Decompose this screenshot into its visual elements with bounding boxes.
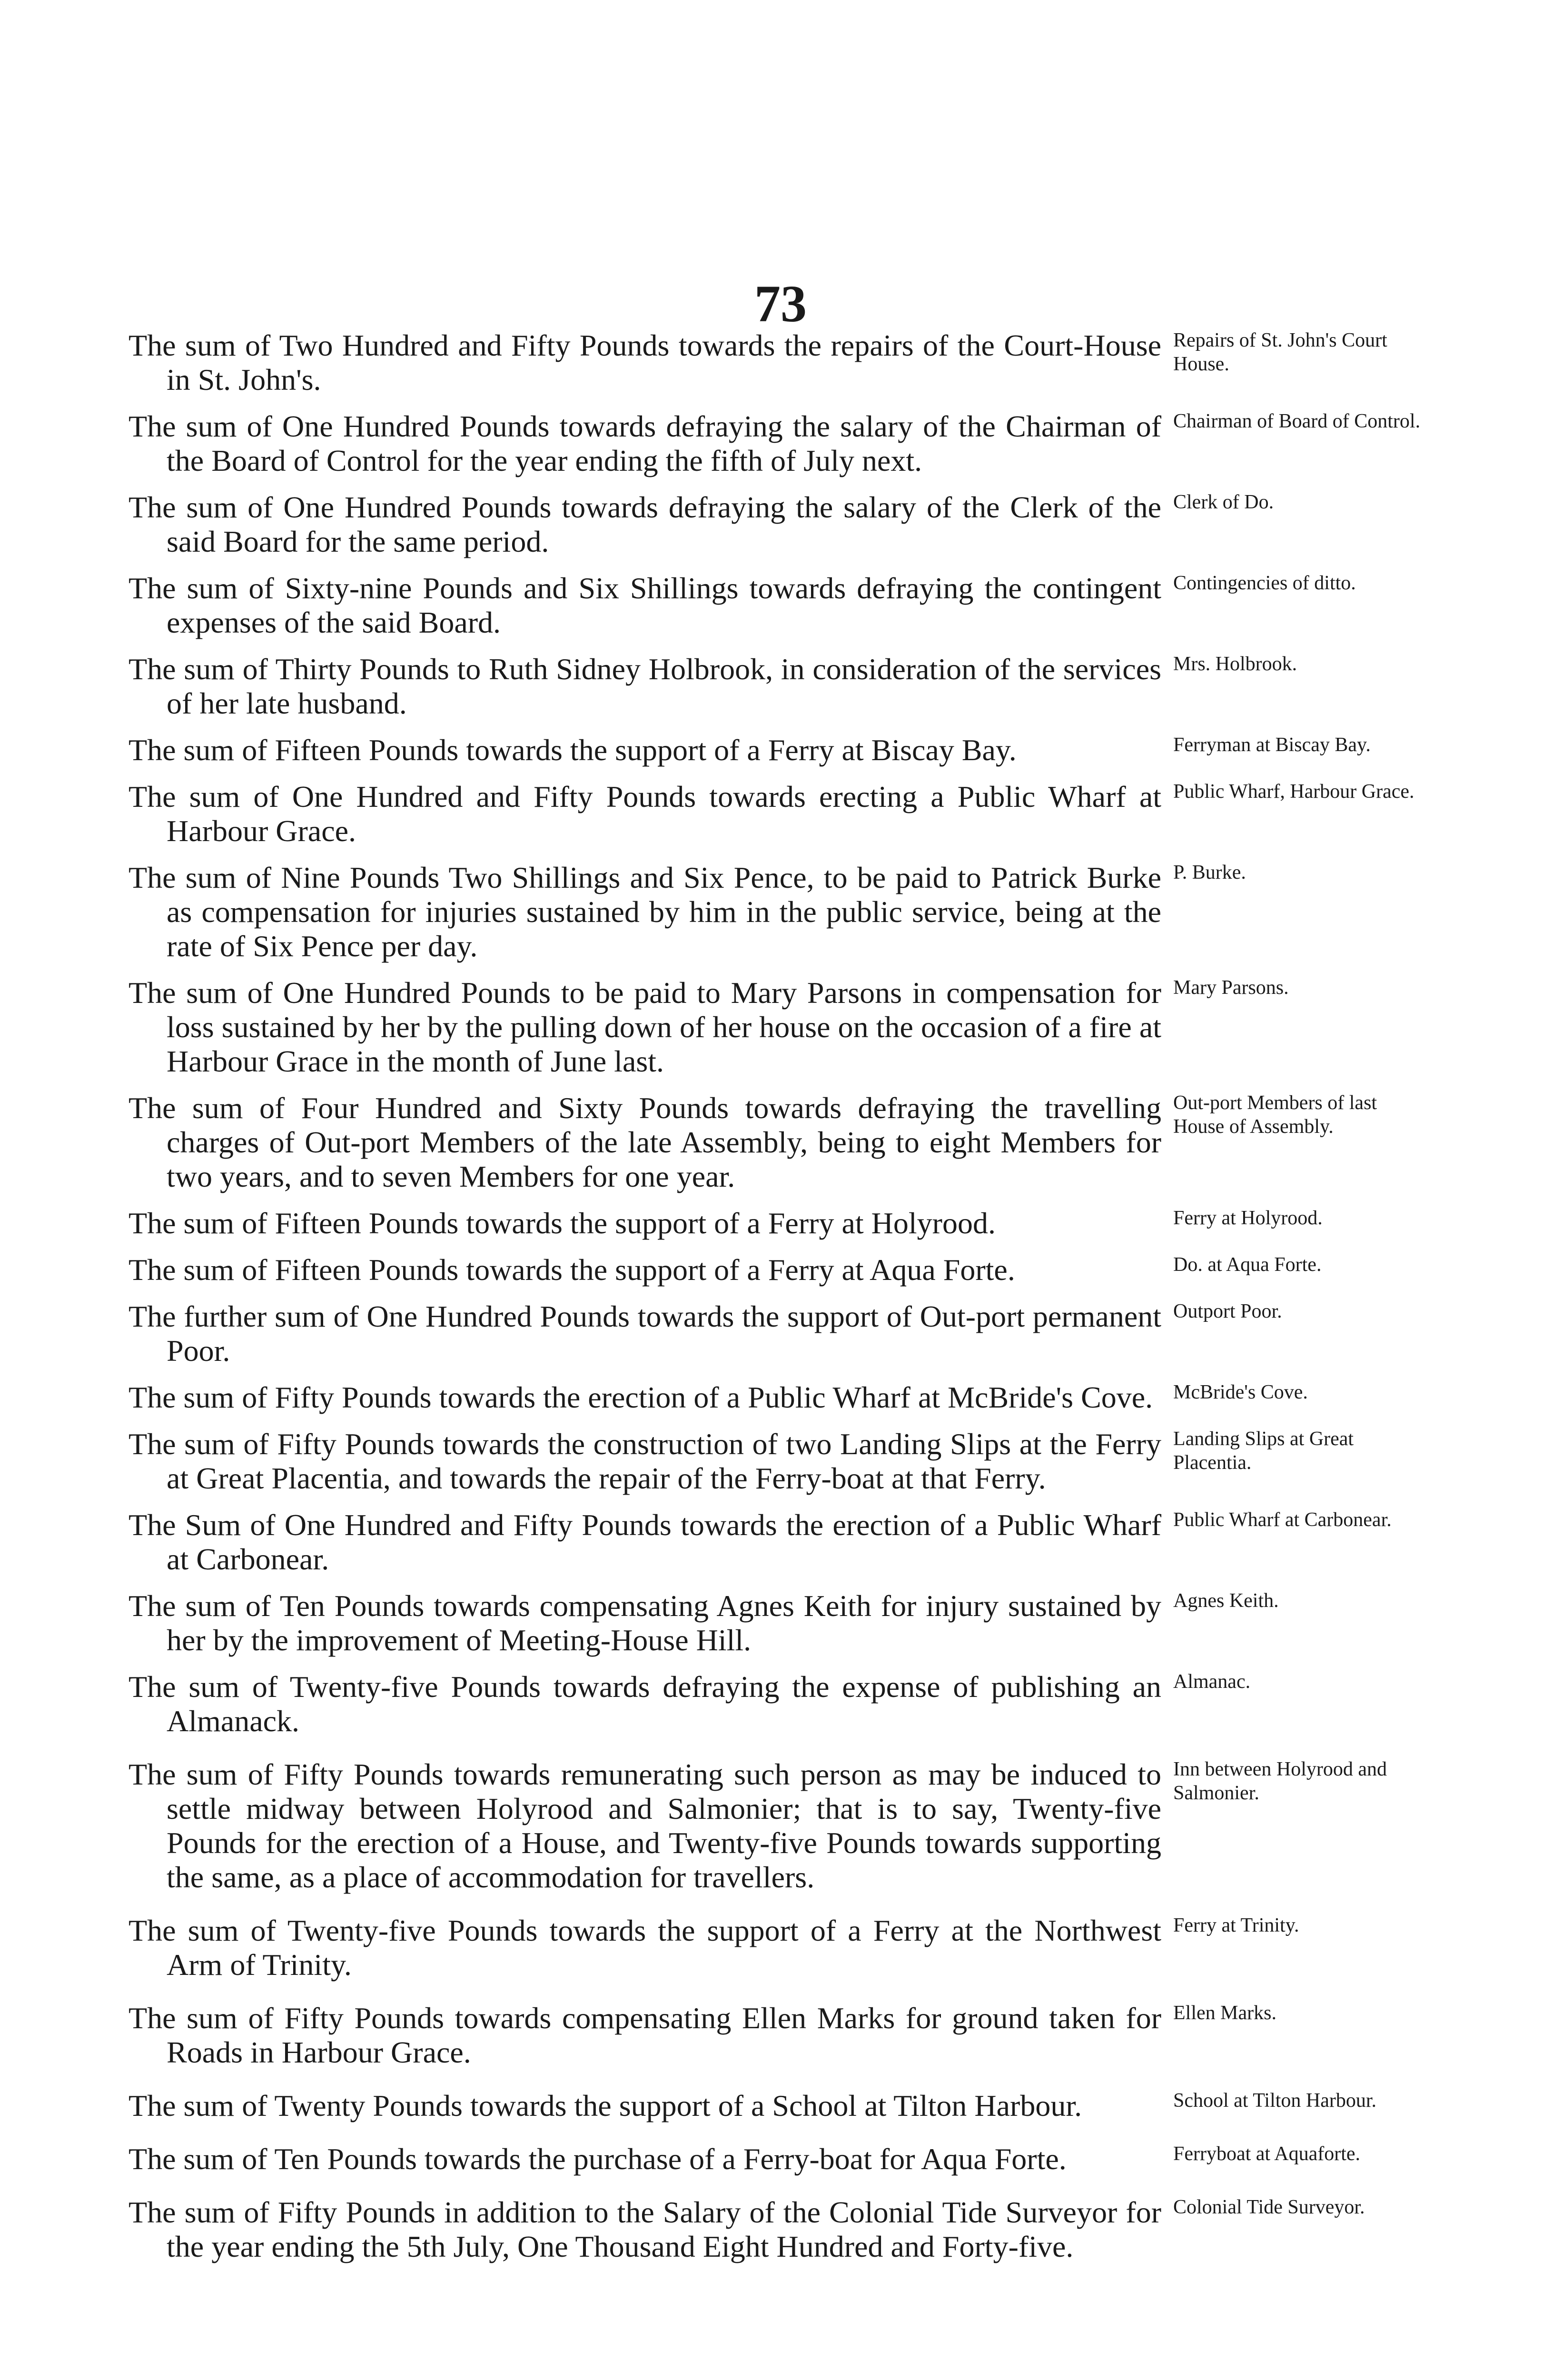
entry-text: The sum of Nine Pounds Two Shillings and Six Pence, to be paid to Patrick Burke as compensation for injuries sustained by him in the public service, being at the rate of Six Pence per day. xyxy=(129,861,1161,963)
entry-text: The sum of Fifteen Pounds towards the support of a Ferry at Aqua Forte. xyxy=(129,1253,1015,1287)
entry-text: The sum of Fifty Pounds towards the construction of two Landing Slips at the Ferry at Great Placentia, and towards the repair of the Ferry-boat at that Ferry. xyxy=(129,1427,1161,1495)
entry-text: The Sum of One Hundred and Fifty Pounds towards the erection of a Public Wharf at Carbonear. xyxy=(129,1508,1161,1576)
list-item xyxy=(129,1427,1423,1496)
entry-text: The sum of One Hundred and Fifty Pounds towards erecting a Public Wharf at Harbour Grace. xyxy=(129,780,1161,848)
entry-text: The sum of Fifty Pounds towards compensating Ellen Marks for ground taken for Roads in Harbour Grace. xyxy=(129,2001,1161,2069)
margin-note: Chairman of Board of Control. xyxy=(1173,410,1421,432)
margin-note: Ferryman at Biscay Bay. xyxy=(1173,734,1371,756)
page-number: 73 xyxy=(754,275,807,333)
entry-text: The sum of Two Hundred and Fifty Pounds towards the repairs of the Court-House in St. John's. xyxy=(129,328,1161,397)
list-item xyxy=(129,861,1423,963)
list-item xyxy=(129,1299,1423,1368)
entry-text: The sum of Four Hundred and Sixty Pounds towards defraying the travelling charges of Out-port Members of the late Assembly, being to eight Members for two years, and to seven Members for one year. xyxy=(129,1091,1161,1193)
list-item xyxy=(129,1757,1423,1894)
margin-note: Public Wharf, Harbour Grace. xyxy=(1173,781,1414,803)
margin-note: Do. at Aqua Forte. xyxy=(1173,1254,1322,1276)
list-item xyxy=(129,1091,1423,1194)
margin-note: Repairs of St. John's Court House. xyxy=(1173,329,1387,375)
margin-note: Ellen Marks. xyxy=(1173,2002,1276,2024)
margin-note: Outport Poor. xyxy=(1173,1300,1282,1322)
list-item xyxy=(129,1253,1423,1287)
margin-note: Ferryboat at Aquaforte. xyxy=(1173,2143,1361,2165)
list-item xyxy=(129,1670,1423,1738)
margin-note: Colonial Tide Surveyor. xyxy=(1173,2196,1365,2218)
list-item xyxy=(129,652,1423,721)
margin-note: Contingencies of ditto. xyxy=(1173,572,1356,594)
margin-note: Mrs. Holbrook. xyxy=(1173,653,1297,675)
margin-note: P. Burke. xyxy=(1173,862,1246,883)
entry-text: The sum of Twenty-five Pounds towards the support of a Ferry at the Northwest Arm of Trinity. xyxy=(129,1914,1161,1982)
entry-text: The sum of Fifteen Pounds towards the support of a Ferry at Biscay Bay. xyxy=(129,733,1017,767)
margin-note: School at Tilton Harbour. xyxy=(1173,2090,1377,2112)
list-item xyxy=(129,2001,1423,2070)
entry-text: The further sum of One Hundred Pounds towards the support of Out-port permanent Poor. xyxy=(129,1299,1161,1368)
list-item xyxy=(129,409,1423,478)
list-item xyxy=(129,976,1423,1079)
margin-note: Agnes Keith. xyxy=(1173,1590,1279,1612)
list-item xyxy=(129,490,1423,559)
list-item xyxy=(129,2142,1423,2176)
entry-text: The sum of Ten Pounds towards the purchase of a Ferry-boat for Aqua Forte. xyxy=(129,2142,1067,2176)
list-item xyxy=(129,1206,1423,1240)
entry-text: The sum of Fifteen Pounds towards the support of a Ferry at Holyrood. xyxy=(129,1206,996,1240)
list-item xyxy=(129,1914,1423,1982)
list-item xyxy=(129,571,1423,640)
list-item xyxy=(129,1508,1423,1577)
entry-text: The sum of Fifty Pounds in addition to the Salary of the Colonial Tide Surveyor for the year ending the 5th July, One Thousand Eight Hundred and Forty-five. xyxy=(129,2195,1161,2263)
entry-text: The sum of Thirty Pounds to Ruth Sidney Holbrook, in consideration of the services of her late husband. xyxy=(129,652,1161,720)
entry-text: The sum of Ten Pounds towards compensating Agnes Keith for injury sustained by her by the improvement of Meeting-House Hill. xyxy=(129,1589,1161,1657)
list-item xyxy=(129,1380,1423,1415)
entry-text: The sum of Twenty-five Pounds towards defraying the expense of publishing an Almanack. xyxy=(129,1670,1161,1738)
list-item xyxy=(129,1589,1423,1657)
list-item xyxy=(129,2195,1423,2264)
entry-text: The sum of Fifty Pounds towards remunerating such person as may be induced to settle midway between Holyrood and Salmonier; that is to say, Twenty-five Pounds for the erection of a House, and Twenty-five Pounds towards supporting the same, as a place of accommodation for travellers. xyxy=(129,1757,1161,1894)
entry-text: The sum of One Hundred Pounds towards defraying the salary of the Clerk of the said Board for the same period. xyxy=(129,490,1161,558)
entry-text: The sum of Sixty-nine Pounds and Six Shillings towards defraying the contingent expenses of the said Board. xyxy=(129,571,1161,639)
appropriation-list xyxy=(129,328,1423,2276)
list-item xyxy=(129,328,1423,397)
margin-note: Clerk of Do. xyxy=(1173,491,1274,513)
entry-text: The sum of One Hundred Pounds to be paid to Mary Parsons in compensation for loss sustained by her by the pulling down of her house on the occasion of a fire at Harbour Grace in the month of June last. xyxy=(129,976,1161,1078)
list-item xyxy=(129,733,1423,767)
margin-note: Out-port Members of last House of Assembly. xyxy=(1173,1092,1377,1138)
list-item xyxy=(129,2089,1423,2123)
margin-note: Mary Parsons. xyxy=(1173,977,1289,999)
margin-note: Public Wharf at Carbonear. xyxy=(1173,1509,1392,1531)
entry-text: The sum of Twenty Pounds towards the support of a School at Tilton Harbour. xyxy=(129,2089,1082,2122)
margin-note: Landing Slips at Great Placentia. xyxy=(1173,1428,1354,1474)
margin-note: McBride's Cove. xyxy=(1173,1381,1308,1403)
margin-note: Almanac. xyxy=(1173,1671,1251,1693)
margin-note: Inn between Holyrood and Salmonier. xyxy=(1173,1758,1387,1804)
margin-note: Ferry at Holyrood. xyxy=(1173,1207,1323,1229)
entry-text: The sum of Fifty Pounds towards the erection of a Public Wharf at McBride's Cove. xyxy=(129,1380,1153,1414)
list-item xyxy=(129,780,1423,848)
entry-text: The sum of One Hundred Pounds towards defraying the salary of the Chairman of the Board of Control for the year ending the fifth of July next. xyxy=(129,409,1161,477)
margin-note: Ferry at Trinity. xyxy=(1173,1914,1299,1936)
